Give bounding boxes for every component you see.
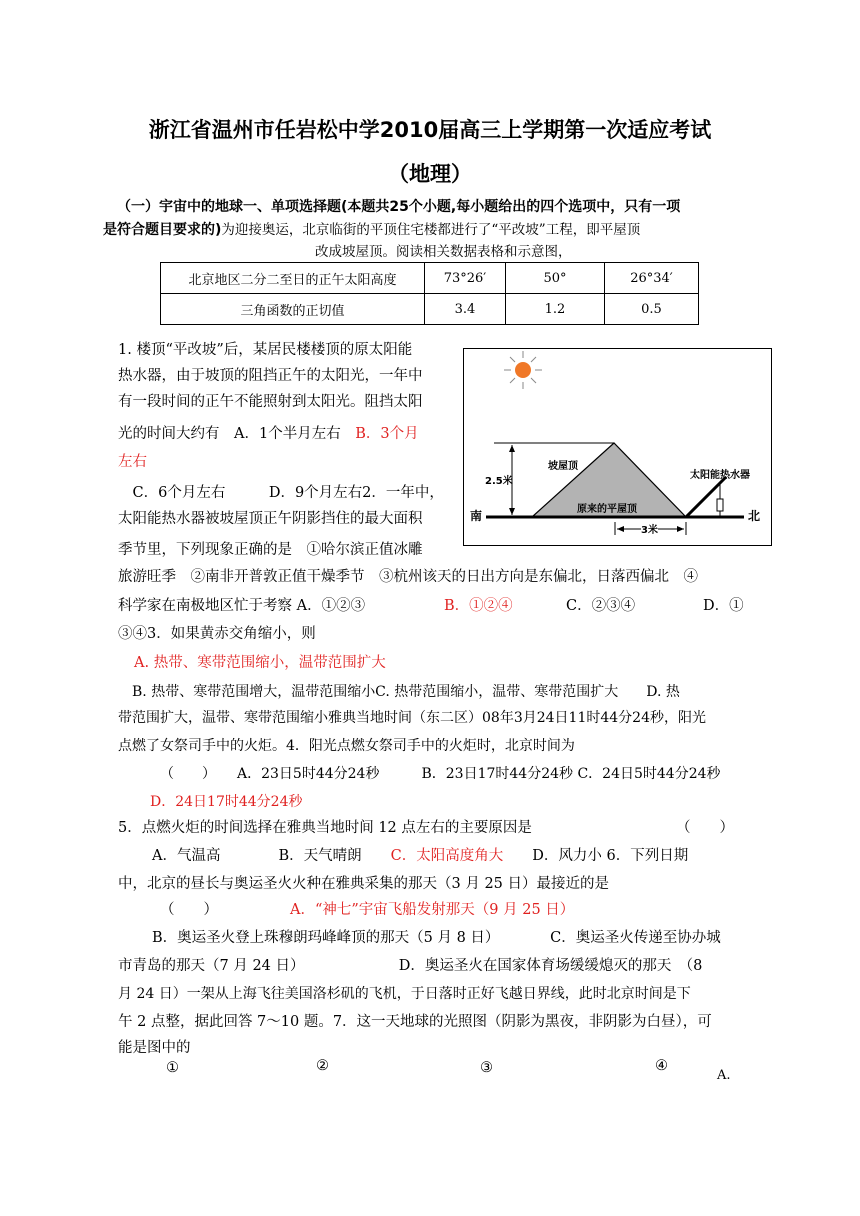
q1-option-b: B．3个月	[355, 426, 419, 442]
q5-blank: （ ）	[676, 820, 734, 836]
label-north: 北	[748, 509, 761, 523]
table-cell: 北京地区二分二至日的正午太阳高度	[161, 263, 425, 294]
q7-stem: 能是图中的	[118, 1040, 191, 1056]
page-subtitle: （地理）	[388, 162, 472, 186]
option-a-label: A.	[717, 1068, 731, 1083]
label-slope-roof: 坡屋顶	[548, 461, 578, 472]
table-row	[161, 263, 699, 294]
label-original-roof: 原来的平屋顶	[577, 504, 637, 515]
q5-options	[152, 846, 688, 866]
label-south: 南	[470, 509, 483, 523]
q2-option-c: C．②③④	[566, 598, 636, 614]
q6-option-a: A．“神七”宇宙飞船发射那天（9 月 25 日）	[290, 902, 575, 918]
q2-options-a: 科学家在南极地区忙于考察 A．①②③	[118, 598, 366, 614]
section-heading-2: 是符合题目要求的)	[103, 222, 222, 238]
q2-option-b: B．①②④	[444, 598, 513, 614]
section-heading-2-row	[103, 220, 640, 240]
q2-line-1: 太阳能热水器被坡屋顶正午阴影挡住的最大面积	[118, 511, 423, 527]
q2-option-d: D．①	[703, 598, 744, 614]
q1-line-5: 左右	[118, 454, 147, 470]
q2-line-3: 旅游旺季 ②南非开普敦正值干燥季节 ③杭州该天的日出方向是东偏北，日落西偏北 ④	[118, 569, 698, 585]
choice-1: ①	[166, 1060, 179, 1076]
choice-3: ③	[480, 1060, 493, 1076]
q4-intro-2: 点燃了女祭司手中的火炬。4．阳光点燃女祭司手中的火炬时，北京时间为	[118, 738, 575, 754]
q1-line-2: 热水器，由于坡顶的阻挡正午的太阳光，一年中	[118, 368, 423, 384]
q5-option-ab: A．气温高 B．天气晴朗	[152, 848, 391, 864]
q5-option-d: D．风力小 6．下列日期	[503, 848, 689, 864]
roof-diagram	[463, 348, 772, 546]
section-heading-1: （一）宇宙中的地球一、单项选择题(本题共25个小题,每小题给出的四个选项中，只有一项	[117, 199, 681, 215]
q4-intro-1: 带范围扩大，温带、寒带范围缩小雅典当地时间（东二区）08年3月24日11时44分24秒，阳光	[118, 710, 706, 726]
table-cell: 3.4	[425, 294, 506, 325]
q2-line-2: 季节里，下列现象正确的是 ①哈尔滨正值冰雕	[118, 542, 423, 558]
table-cell: 1.2	[506, 294, 605, 325]
q3-option-a: A. 热带、寒带范围缩小，温带范围扩大	[134, 655, 386, 671]
q7-intro-2: 午 2 点整，据此回答 7～10 题。7．这一天地球的光照图（阴影为黑夜，非阴影为白昼），可	[118, 1014, 712, 1030]
table-cell: 50°	[506, 263, 605, 294]
q4-option-d: D．24日17时44分24秒	[150, 794, 303, 810]
choice-4: ④	[655, 1058, 668, 1074]
q4-options: （ ） A．23日5时44分24秒 B．23日17时44分24秒 C．24日5时44分24秒	[160, 766, 721, 782]
intro-text-1: 为迎接奥运，北京临街的平顶住宅楼都进行了“平改坡”工程，即平屋顶	[221, 222, 641, 238]
q6-stem: 中，北京的昼长与奥运圣火火种在雅典采集的那天（3 月 25 日）最接近的是	[118, 876, 610, 892]
table-row	[161, 294, 699, 325]
label-width: 3米	[641, 521, 658, 536]
choice-2: ②	[316, 1058, 329, 1074]
page-title: 浙江省温州市任岩松中学2010届高三上学期第一次适应考试	[148, 118, 712, 142]
q1-option-a: 光的时间大约有 A．1个半月左右	[118, 426, 356, 442]
q1-line-6: C．6个月左右 D．9个月左右2．一年中，	[118, 485, 444, 501]
intro-text-2: 改成坡屋顶。阅读相关数据表格和示意图，	[315, 244, 572, 260]
table-cell: 73°26′	[425, 263, 506, 294]
q3-options-bcd: B. 热带、寒带范围增大，温带范围缩小C. 热带范围缩小，温带、寒带范围扩大 D. 热	[118, 684, 680, 700]
q6-blank: （ ）	[160, 902, 218, 918]
q3-stem: ③④3．如果黄赤交角缩小，则	[118, 626, 316, 642]
q1-line-1: 1. 楼顶“平改坡”后，某居民楼楼顶的原太阳能	[118, 342, 413, 358]
sun-icon	[504, 351, 542, 389]
sun-altitude-table	[160, 262, 699, 325]
table-cell: 0.5	[605, 294, 699, 325]
label-solar-heater: 太阳能热水器	[690, 470, 750, 481]
q6-option-b: B．奥运圣火登上珠穆朗玛峰峰顶的那天（5 月 8 日） C．奥运圣火传递至协办城	[152, 930, 721, 946]
label-height: 2.5米	[485, 476, 513, 487]
table-cell: 三角函数的正切值	[161, 294, 425, 325]
q1-line-3: 有一段时间的正午不能照射到太阳光。阻挡太阳	[118, 394, 423, 410]
q1-line-4	[118, 424, 419, 444]
q5-option-c: C．太阳高度角大	[390, 848, 504, 864]
q7-intro-1: 月 24 日）一架从上海飞往美国洛杉矶的飞机，于日落时正好飞越日界线，此时北京时间是下	[118, 986, 691, 1002]
q5-stem: 5．点燃火炬的时间选择在雅典当地时间 12 点左右的主要原因是	[118, 820, 532, 836]
table-cell: 26°34′	[605, 263, 699, 294]
q6-option-cd: 市青岛的那天（7 月 24 日） D．奥运圣火在国家体育场缓缓熄灭的那天 （8	[118, 958, 703, 974]
